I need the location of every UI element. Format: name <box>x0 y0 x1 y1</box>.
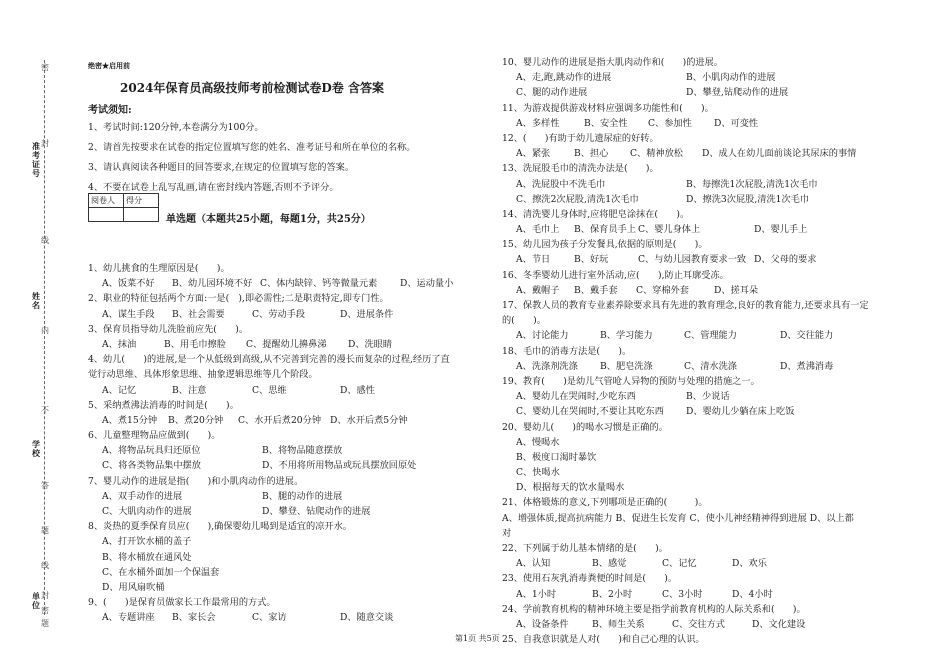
answer-option: D、用风扇吹桶 <box>102 581 165 593</box>
question-stem: 25、自我意识就是人对( )和自己心理的认识。 <box>502 634 705 646</box>
answer-option[interactable]: A、洗涤剂洗涤 <box>516 360 578 372</box>
answer-option: A、慢喝水 <box>516 436 560 448</box>
answer-option[interactable]: C、提醒幼儿擤鼻涕 <box>246 338 327 350</box>
answer-option[interactable]: B、小肌肉动作的进展 <box>686 72 776 84</box>
question-stem: 16、冬季婴幼儿进行室外活动,应( ),防止耳廓受冻。 <box>502 269 729 281</box>
seal-line-mark: 封 <box>41 139 49 148</box>
question-stem: 15、幼儿园为孩子分发餐具,依据的原则是( )。 <box>502 239 708 251</box>
label-school: 学校 <box>32 439 40 458</box>
answer-option[interactable]: D、煮沸消毒 <box>780 360 834 372</box>
question-stem: 6、儿童整理物品应做到( )。 <box>88 430 221 442</box>
question-stem: 19、教育( )是幼儿气管呛人异物的预防与处理的措施之一。 <box>502 375 760 387</box>
answer-option[interactable]: A、洗屁股中不洗毛巾 <box>516 178 606 190</box>
question-stem-continued: 的( )。 <box>502 315 546 327</box>
options-row <box>88 504 438 519</box>
left-question-column <box>88 261 454 626</box>
answer-option[interactable]: C、管理能力 <box>684 330 737 342</box>
options-row <box>88 307 438 322</box>
options-row <box>502 404 922 419</box>
answer-option[interactable]: B、担心 <box>574 148 609 160</box>
seal-line-mark: 密 <box>41 606 49 615</box>
answer-option[interactable]: B、安全性 <box>584 117 628 129</box>
answer-option[interactable]: B、肥皂洗涤 <box>600 360 653 372</box>
answer-option[interactable]: C、劳动手段 <box>252 308 305 320</box>
answer-option[interactable]: C、交往方式 <box>672 618 725 630</box>
options-row <box>88 337 438 352</box>
seal-line-mark: 密 <box>41 63 49 72</box>
answer-option[interactable]: B、戴手套 <box>574 284 618 296</box>
secret-mark: 绝密★启用前 <box>88 61 130 70</box>
question-stem: 10、婴儿动作的进展是指大肌肉动作和( )的进展。 <box>502 57 723 68</box>
options-row <box>502 587 922 602</box>
answer-option[interactable]: A、专题讲座 <box>102 612 155 624</box>
answer-option[interactable]: D、进展条件 <box>340 308 394 320</box>
options-row <box>502 389 922 404</box>
right-question-column <box>502 55 922 647</box>
answer-option[interactable]: A、多样性 <box>516 117 560 129</box>
options-row <box>88 276 454 291</box>
answer-option[interactable]: D、欢乐 <box>732 558 767 570</box>
score-table <box>88 193 159 222</box>
answer-option[interactable]: C、擦洗2次屁股,清洗1次毛巾 <box>516 193 639 205</box>
options-row <box>502 617 922 632</box>
answer-option[interactable]: D、4小时 <box>732 588 773 600</box>
answer-option[interactable]: B、师生关系 <box>592 618 645 630</box>
section-title: 单选题（本题共25小题，每题1分，共25分） <box>166 214 371 225</box>
answer-option[interactable]: A、节日 <box>516 254 551 266</box>
seal-line-mark: 题 <box>41 619 49 628</box>
answer-option[interactable]: A、讨论能力 <box>516 330 569 342</box>
answer-option[interactable]: D、婴幼儿少躺在床上吃饭 <box>686 406 795 418</box>
answer-option[interactable]: B、将物品随意摆放 <box>262 445 343 457</box>
options-row <box>502 222 922 237</box>
answer-option[interactable]: A、婴幼儿在哭闹时,少吃东西 <box>516 391 636 403</box>
answer-option[interactable]: D、交往能力 <box>780 330 834 342</box>
answer-option[interactable]: B、2小时 <box>592 588 633 600</box>
answer-option[interactable]: D、随意交谈 <box>340 612 394 624</box>
question-stem-continued: 觉行动思维、具体形象思维、抽象逻辑思维等几个阶段。 <box>88 369 318 381</box>
answer-option[interactable]: A、毛巾上 <box>516 224 560 236</box>
answer-option[interactable]: C、水开后煮20分钟 <box>238 414 322 426</box>
answer-option[interactable]: D、文化建设 <box>752 618 806 630</box>
answer-option[interactable]: D、父母的要求 <box>754 254 817 266</box>
answer-option[interactable]: C、记忆 <box>662 558 697 570</box>
instruction-1: 1、考试时间:120分钟,本卷满分为100分。 <box>88 122 264 133</box>
answer-option[interactable]: D、运动量小 <box>400 278 454 290</box>
answer-option[interactable]: C、腿的动作进展 <box>516 87 588 99</box>
instruction-2: 2、请首先按要求在试卷的指定位置填写您的姓名、准考证号和所在单位的名称。 <box>88 142 416 153</box>
score-table-grader: 阅卷人 <box>89 194 124 208</box>
answer-option[interactable]: B、感觉 <box>592 558 627 570</box>
question-stem: 17、保教人员的教育专业素养除要求具有先进的教育理念,良好的教育能力,还要求具有一定 <box>502 300 869 311</box>
label-name: 姓名 <box>32 291 40 310</box>
options-row <box>502 359 922 374</box>
answer-option[interactable]: A、记忆 <box>102 384 137 396</box>
options-row <box>502 85 922 100</box>
seal-line-mark: 答 <box>41 481 49 490</box>
answer-option: C、快喝水 <box>516 467 560 479</box>
answer-option[interactable]: A、走,跑,跳动作的进展 <box>516 72 612 84</box>
answer-option[interactable]: D、攀登,钻爬动作的进展 <box>686 87 789 99</box>
label-exam-number: 准考证号 <box>32 141 40 178</box>
answer-option[interactable]: C、与幼儿园教育要求一致 <box>638 254 747 266</box>
question-stem: 5、采纳煮沸法消毒的时间是( )。 <box>88 399 239 411</box>
score-table-cell[interactable] <box>89 208 124 222</box>
options-row <box>88 413 438 428</box>
seal-line-mark: 封 <box>41 591 49 600</box>
answer-option[interactable]: D、搓耳朵 <box>714 284 759 296</box>
question-stem: 8、炎热的夏季保育员应( ),确保婴幼儿喝到是适宜的凉开水。 <box>88 521 352 533</box>
score-table-cell[interactable] <box>124 208 159 222</box>
answer-option[interactable]: B、用毛巾擦脸 <box>164 338 226 350</box>
answer-option[interactable]: C、穿棉外套 <box>636 284 689 296</box>
question-stem: 21、体格锻炼的意义,下列哪项是正确的( )。 <box>502 497 708 509</box>
question-stem: 20、婴幼儿( )的喝水习惯是正确的。 <box>502 421 668 433</box>
answer-option[interactable]: D、擦洗3次屁股,清洗1次毛巾 <box>686 193 810 205</box>
answer-option[interactable]: C、婴幼儿在哭闹时,不要让其吃东西 <box>516 406 664 418</box>
seal-line-mark: 线 <box>41 236 49 245</box>
answer-option[interactable]: A、紧张 <box>516 148 551 160</box>
answer-option[interactable]: A、将物品玩具归还原位 <box>102 445 201 457</box>
question-stem: 14、清洗婴儿身体时,应将肥皂涂抹在( )。 <box>502 208 690 220</box>
answer-option[interactable]: A、认知 <box>516 558 551 570</box>
options-row <box>502 70 922 85</box>
page-title: 2024年保育员高级技师考前检测试卷D卷 含答案 <box>120 81 384 95</box>
options-row <box>88 458 438 473</box>
question-stem: 11、为游戏提供游戏材料应强调多功能性和( )。 <box>502 102 714 114</box>
instruction-4: 4、不要在试卷上乱写乱画,请在密封线内答题,否则不予评分。 <box>88 182 339 193</box>
answer-option[interactable]: D、水开后煮5分钟 <box>330 414 408 426</box>
options-row <box>502 116 922 131</box>
options-row <box>88 489 438 504</box>
answer-option[interactable]: B、学习能力 <box>600 330 653 342</box>
question-stem: 7、婴儿动作的进展是指( )和小肌肉动作的进展。 <box>88 475 304 487</box>
options-row <box>88 610 438 625</box>
answer-option[interactable]: D、洗眼睛 <box>348 338 393 350</box>
options-row <box>502 556 922 571</box>
question-stem: 24、学前教育机构的精神环境主要是指学前教育机构的人际关系和( )。 <box>502 603 806 615</box>
question-stem: 1、幼儿挑食的生理原因是( )。 <box>88 263 230 274</box>
answer-option[interactable]: C、婴儿身体上 <box>638 224 701 236</box>
options-row <box>88 443 438 458</box>
question-stem: 9、( )是保育员做家长工作最常用的方式。 <box>88 597 276 609</box>
seal-line-mark: 题 <box>41 526 49 535</box>
answer-option[interactable]: A、1小时 <box>516 588 557 600</box>
answer-option[interactable]: A、煮15分钟 <box>102 414 158 426</box>
answer-option[interactable]: D、可变性 <box>714 117 759 129</box>
question-stem: 4、幼儿( )的进展,是一个从低级到高级,从不完善到完善的漫长而复杂的过程,经历了直 <box>88 354 450 366</box>
answer-option[interactable]: B、社会需要 <box>172 308 225 320</box>
page-footer: 第1页 共5页 <box>455 634 500 643</box>
options-row <box>502 328 922 343</box>
options-row <box>502 146 922 161</box>
answer-option[interactable]: A、抹油 <box>102 338 137 350</box>
question-stem-continued: 对 <box>502 527 512 539</box>
answer-option[interactable]: D、不用将所用物品或玩具摆放回原处 <box>262 460 417 472</box>
answer-option[interactable]: D、婴儿手上 <box>754 224 808 236</box>
answer-option[interactable]: C、精神放松 <box>630 148 683 160</box>
label-unit: 单位 <box>32 591 40 610</box>
question-stem: 23、使用石灰乳消毒粪便的时间是( )。 <box>502 573 678 585</box>
notice-heading: 考试须知: <box>88 105 132 116</box>
answer-option: C、在水桶外面加一个保温套 <box>102 566 220 578</box>
options-row <box>88 383 438 398</box>
options-row <box>502 177 922 192</box>
answer-option[interactable]: C、思维 <box>252 384 287 396</box>
answer-option[interactable]: C、体内缺锌、钙等微量元素 <box>260 278 378 290</box>
instruction-3: 3、请认真阅读各种题目的回答要求,在规定的位置填写您的答案。 <box>88 162 355 173</box>
options-row <box>502 283 922 298</box>
answer-option[interactable]: A、饭菜不好 <box>102 278 155 290</box>
question-stem: 18、毛巾的消毒方法是( )。 <box>502 345 632 357</box>
answer-option[interactable]: C、参加性 <box>648 117 692 129</box>
answer-option[interactable]: B、幼儿园环境不好 <box>172 278 253 290</box>
answer-option: B、将水桶放在通风处 <box>102 551 192 563</box>
question-stem: 12、( )有助于幼儿遗尿症的好转。 <box>502 132 659 144</box>
score-table-score: 得分 <box>124 194 159 208</box>
question-stem: 2、职业的特征包括两个方面:一是( ),即必需性;二是职责特定,即专门性。 <box>88 293 389 305</box>
answer-option[interactable]: C、3小时 <box>662 588 703 600</box>
answer-option[interactable]: B、每擦洗1次屁股,清洗1次毛巾 <box>686 178 818 190</box>
options-row <box>502 252 922 267</box>
answer-option[interactable]: A、设备条件 <box>516 618 569 630</box>
question-stem: 13、洗屁股毛巾的清洗办法是( )。 <box>502 163 659 175</box>
answer-option[interactable]: D、攀登、钻爬动作的进展 <box>262 506 371 517</box>
question-stem-continued: A、增强体质,提高抗病能力 B、促进生长发育 C、使小儿神经精神得到进展 D、以上都 <box>502 512 854 524</box>
seal-line-mark: 内 <box>41 326 49 335</box>
question-stem: 22、下列属于幼儿基本情绪的是( )。 <box>502 543 668 554</box>
answer-option[interactable]: B、家长会 <box>172 612 216 624</box>
answer-option: A、打开饮水桶的盖子 <box>102 536 192 548</box>
answer-option: B、极度口渴时暴饮 <box>516 451 597 463</box>
answer-option[interactable]: B、少说话 <box>686 391 730 403</box>
answer-option[interactable]: B、保育员手上 <box>574 224 636 236</box>
answer-option[interactable]: D、成人在幼儿面前谈论其尿床的事情 <box>702 148 857 160</box>
answer-option[interactable]: B、好玩 <box>574 254 609 266</box>
answer-option[interactable]: D、感性 <box>340 384 375 396</box>
answer-option[interactable]: B、煮20分钟 <box>168 414 224 426</box>
answer-option[interactable]: A、双手动作的进展 <box>102 490 183 502</box>
answer-option[interactable]: C、家访 <box>252 612 287 624</box>
answer-option[interactable]: C、将各类物品集中摆放 <box>102 460 201 472</box>
seal-line-mark: 不 <box>41 406 49 415</box>
answer-option[interactable]: C、大肌肉动作的进展 <box>102 506 192 517</box>
question-stem: 3、保育员指导幼儿洗脸前应先( )。 <box>88 323 249 335</box>
answer-option[interactable]: A、谋生手段 <box>102 308 155 320</box>
options-row <box>502 192 922 207</box>
answer-option[interactable]: B、注意 <box>172 384 207 396</box>
answer-option: D、根据每天的饮水量喝水 <box>516 482 625 494</box>
answer-option[interactable]: C、清水洗涤 <box>684 360 737 372</box>
answer-option[interactable]: B、腿的动作的进展 <box>262 490 343 502</box>
seal-line-mark: 线 <box>41 561 49 570</box>
answer-option[interactable]: A、戴帽子 <box>516 284 560 296</box>
